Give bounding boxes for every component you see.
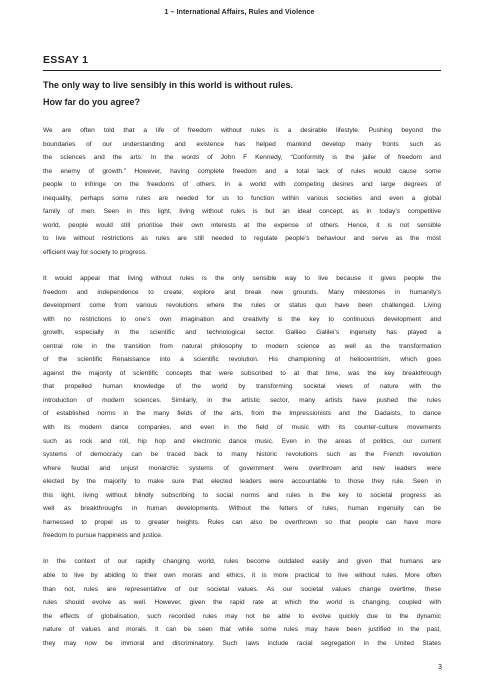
- text-line: nature of values and morals. It can be seen that while some rules may have been justified in the past,: [43, 626, 441, 634]
- text-line: against the majority of scientific concepts that were subscribed to at that time, was the key breakthrough: [43, 369, 441, 377]
- question-line: The only way to live sensibly in this world is without rules.: [43, 80, 294, 90]
- text-line: that propelled human knowledge of the world by transforming societal views of nature with the: [43, 383, 441, 391]
- question-line: How far do you agree?: [43, 97, 141, 107]
- text-line: rules should evolve as well. However, given the rapid rate at which the world is changing, coupled with: [43, 599, 441, 607]
- text-line: of established norms in the many fields of the arts, from the Impressionists and the Dadaists, to dance: [43, 410, 441, 418]
- title-divider: [43, 70, 441, 71]
- text-line: well as breakthroughs in human developments. Without the fetters of rules, human ingenuity can be: [43, 505, 441, 513]
- page-number: 3: [438, 664, 442, 671]
- text-line: of the scientific Renaissance into a scientific revolution. His championing of heliocentrism, which goes: [43, 356, 441, 364]
- text-line: It would appear that living without rules is the only sensible way to live because it gives people the: [43, 274, 441, 282]
- text-line: with its modern dance companies, and even in the field of music with its counter-culture movements: [43, 423, 441, 431]
- text-line: the sciences and the arts. In the words of John F Kennedy, “Conformity is the jailer of freedom and: [43, 154, 441, 162]
- text-line: able to live by abiding to their own morals and ethics, it is more practical to live without rules. More often: [43, 571, 441, 579]
- text-line: efficient way for society to progress.: [43, 248, 147, 256]
- essay-title: ESSAY 1: [43, 54, 89, 66]
- essay-question: [43, 77, 293, 111]
- text-line: the enemy of growth.” However, having complete freedom and a total lack of rules would cause some: [43, 167, 441, 175]
- text-line: world, people would still prioritise their own interests at the expense of others. Hence, it is not sensible: [43, 221, 441, 229]
- text-line: harnessed to propel us to greater heights. Rules can also be overthrown so that people can have more: [43, 518, 441, 526]
- text-line: In the context of our rapidly changing world, rules become outdated easily and given that humans are: [43, 558, 441, 566]
- text-line: they may now be immoral and discriminatory. Such laws include racial segregation in the United States: [43, 639, 441, 647]
- text-line: freedom to pursue happiness and justice.: [43, 532, 163, 540]
- text-line: this light, living without blindly subscribing to social norms and rules is the key to societal progress as: [43, 491, 441, 499]
- text-line: than not, rules are representative of our societal values. As our societal values change overtime, these: [43, 585, 441, 593]
- text-line: We are often told that a life of freedom without rules is a desirable lifestyle. Pushing beyond the: [43, 127, 441, 134]
- essay-body: [43, 124, 441, 663]
- text-line: elected by the majority to make sure that elected leaders were accountable to those they rule. Seen in: [43, 478, 441, 486]
- paragraph: [43, 555, 441, 650]
- text-line: where feudal and unjust monarchic systems of government were overthrown and new leaders were: [43, 464, 441, 472]
- paragraph: [43, 272, 441, 543]
- text-line: central role in the transition from natural philosophy to modern science as well as the transformation: [43, 342, 441, 350]
- text-line: development come from various revolutions where the rules or status quo have been challenged. Living: [43, 302, 441, 310]
- text-line: inequality, perhaps some rules are needed for us to function within various societies and even a global: [43, 194, 441, 202]
- text-line: the effects of globalisation, such recorded rules may not be able to evolve quickly due to the dynamic: [43, 612, 441, 620]
- paragraph: [43, 124, 441, 259]
- text-line: to live without restrictions as rules are still needed to regulate people’s behaviour and serve as the most: [43, 235, 441, 243]
- text-line: family of men. Seen in this light, living without rules is but an ideal concept, as in today’s competitive: [43, 208, 441, 216]
- text-line: introduction of modern sciences. Similarly, in the artistic sector, many artists have pushed the rules: [43, 396, 441, 404]
- text-line: systems of democracy can be traced back to many historic revolutions such as the French revolution: [43, 451, 441, 459]
- text-line: with no restrictions to one’s own imagination and creativity is the key to continuous development and: [43, 315, 441, 323]
- text-line: such as rock and roll, hip hop and electronic dance music. Even in the areas of politics, our current: [43, 437, 441, 445]
- text-line: people to infringe on the freedoms of others. In a world with competing desires and large degrees of: [43, 181, 441, 189]
- text-line: boundaries of our understanding and existence has helped mankind develop many fronts such as: [43, 140, 441, 148]
- text-line: growth, especially in the scientific and technological sector. Galileo Galilei’s ingenuity has played a: [43, 329, 441, 337]
- text-line: freedom and independence to create, explore and break new grounds. Many milestones in humanity’s: [43, 288, 441, 296]
- running-header: 1 – International Affairs, Rules and Violence: [164, 9, 315, 16]
